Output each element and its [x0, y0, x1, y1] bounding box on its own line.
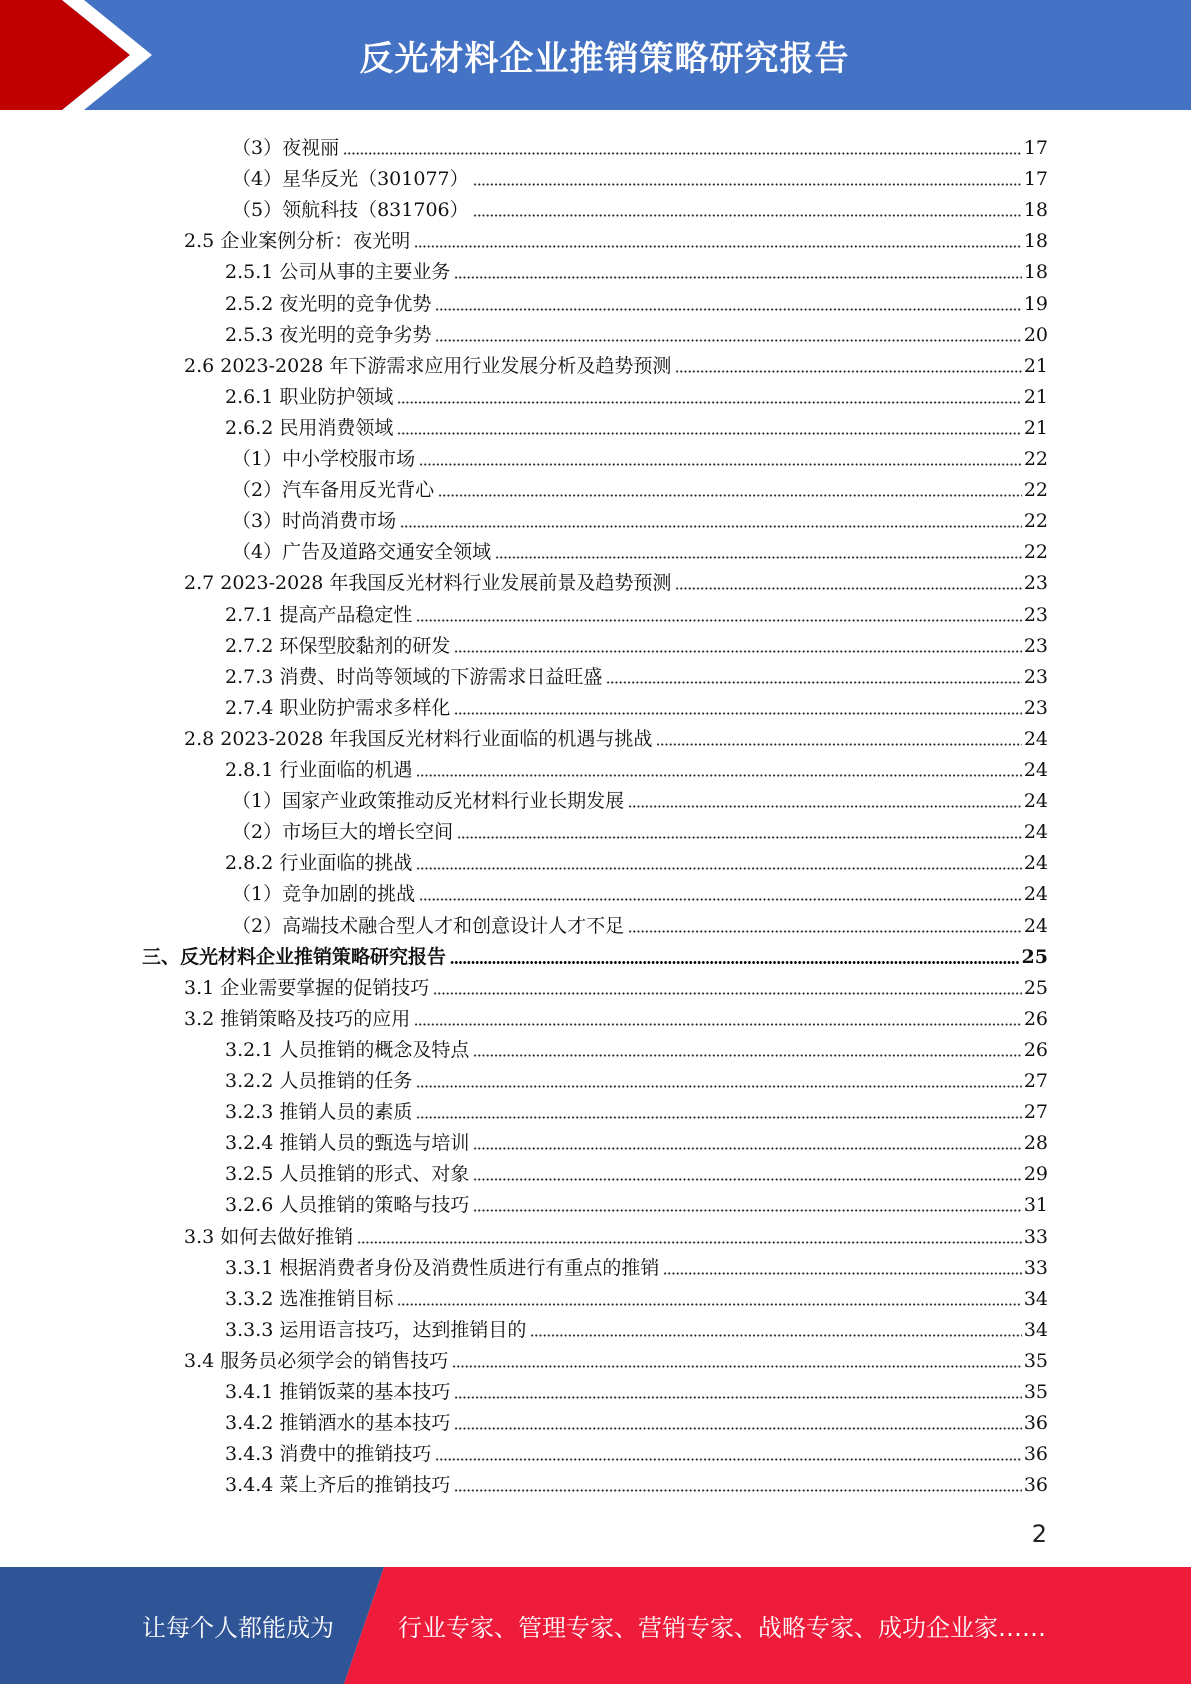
toc-entry-page: 36	[1023, 1474, 1048, 1497]
toc-dot-leader	[343, 152, 1022, 155]
toc-entry[interactable]	[142, 937, 1048, 968]
toc-entry-title: （2）高端技术融合型人才和创意设计人才不足	[232, 914, 625, 937]
toc-entry-page: 25	[1023, 976, 1048, 999]
toc-entry-page: 22	[1023, 479, 1048, 502]
toc-entry-page: 36	[1023, 1412, 1048, 1435]
toc-entry[interactable]	[225, 1248, 1048, 1279]
toc-entry-title: 3.1 企业需要掌握的促销技巧	[184, 976, 430, 999]
toc-dot-leader	[473, 214, 1022, 217]
toc-entry-page: 26	[1023, 1038, 1048, 1061]
footer-slogan-right: 行业专家、管理专家、营销专家、战略专家、成功企业家……	[398, 1614, 1046, 1642]
toc-entry-page: 20	[1023, 323, 1048, 346]
toc-entry-page: 24	[1023, 821, 1048, 844]
toc-entry-page: 22	[1023, 448, 1048, 470]
toc-entry-title: 3.2.2 人员推销的任务	[225, 1070, 413, 1092]
toc-dot-leader	[397, 432, 1021, 435]
toc-entry-page: 24	[1023, 852, 1048, 875]
toc-entry-title: （5）领航科技（831706）	[232, 199, 469, 222]
toc-dot-leader	[473, 1054, 1021, 1057]
toc-entry-page: 23	[1023, 603, 1048, 626]
page-header	[0, 0, 1191, 110]
toc-entry[interactable]	[225, 1372, 1048, 1403]
toc-entry[interactable]	[225, 1310, 1048, 1341]
toc-entry[interactable]	[184, 346, 1048, 377]
toc-entry-page: 33	[1023, 1225, 1048, 1248]
toc-entry-page: 31	[1023, 1194, 1048, 1217]
toc-entry-title: 3.3 如何去做好推销	[184, 1225, 354, 1248]
toc-entry-page: 35	[1023, 1349, 1048, 1372]
toc-entry[interactable]	[225, 1434, 1048, 1465]
toc-dot-leader	[438, 494, 1022, 497]
toc-entry-title: 2.7.4 职业防护需求多样化	[225, 696, 451, 719]
toc-entry-page: 24	[1023, 727, 1048, 750]
toc-entry-page: 18	[1023, 199, 1048, 222]
toc-dot-leader	[473, 1209, 1021, 1212]
toc-dot-leader	[454, 712, 1021, 715]
toc-dot-leader	[606, 681, 1021, 684]
toc-entry[interactable]	[225, 626, 1048, 657]
toc-entry-title: 三、反光材料企业推销策略研究报告	[142, 945, 447, 968]
toc-entry[interactable]	[225, 688, 1048, 719]
toc-dot-leader	[416, 619, 1021, 622]
toc-entry[interactable]	[225, 1030, 1048, 1061]
toc-dot-leader	[454, 1427, 1021, 1430]
toc-dot-leader	[435, 1458, 1021, 1461]
toc-entry-title: 3.3.3 运用语言技巧，达到推销目的	[225, 1318, 527, 1341]
toc-dot-leader	[450, 961, 1020, 964]
toc-dot-leader	[473, 183, 1022, 186]
toc-dot-leader	[414, 245, 1022, 248]
toc-entry[interactable]	[225, 1061, 1048, 1092]
toc-dot-leader	[530, 1334, 1021, 1337]
toc-dot-leader	[663, 1272, 1021, 1275]
toc-dot-leader	[454, 650, 1021, 653]
toc-entry-page: 25	[1021, 945, 1048, 968]
toc-entry[interactable]	[232, 501, 1048, 532]
toc-entry-title: 3.3.2 选准推销目标	[225, 1287, 394, 1310]
toc-entry[interactable]	[225, 657, 1048, 688]
toc-entry-title: 2.7.1 提高产品稳定性	[225, 603, 413, 626]
toc-dot-leader	[495, 556, 1022, 559]
footer-slogan-left: 让每个人都能成为	[142, 1614, 334, 1642]
toc-entry-page: 27	[1023, 1070, 1048, 1092]
toc-entry[interactable]	[232, 906, 1048, 937]
toc-entry-page: 35	[1023, 1381, 1048, 1403]
toc-dot-leader	[628, 805, 1022, 808]
toc-entry-page: 23	[1023, 696, 1048, 719]
toc-entry-title: （1）国家产业政策推动反光材料行业长期发展	[232, 790, 625, 813]
toc-dot-leader	[419, 463, 1022, 466]
toc-entry[interactable]	[225, 252, 1048, 283]
toc-entry-page: 24	[1023, 759, 1048, 781]
toc-entry-page: 23	[1023, 665, 1048, 688]
toc-entry-title: （3）夜视丽	[232, 137, 340, 159]
toc-entry-title: 3.2.6 人员推销的策略与技巧	[225, 1194, 470, 1217]
toc-dot-leader	[656, 743, 1021, 746]
toc-dot-leader	[675, 587, 1021, 590]
toc-entry-title: 3.2.4 推销人员的甄选与培训	[225, 1132, 470, 1155]
toc-entry[interactable]	[232, 439, 1048, 470]
toc-entry[interactable]	[225, 1092, 1048, 1123]
toc-entry[interactable]	[225, 843, 1048, 874]
toc-entry[interactable]	[184, 1217, 1048, 1248]
toc-entry-page: 17	[1023, 168, 1048, 191]
toc-entry-title: 2.5 企业案例分析：夜光明	[184, 230, 411, 253]
toc-entry-page: 21	[1023, 385, 1048, 408]
toc-entry-page: 17	[1023, 137, 1048, 159]
page-footer	[0, 1567, 1191, 1684]
toc-entry-page: 29	[1023, 1163, 1048, 1186]
toc-dot-leader	[397, 1303, 1021, 1306]
toc-dot-leader	[433, 992, 1022, 995]
toc-entry-page: 24	[1023, 790, 1048, 813]
page-number: 2	[1031, 1520, 1047, 1548]
toc-entry[interactable]	[184, 1341, 1048, 1372]
toc-entry-title: 2.6 2023-2028 年下游需求应用行业发展分析及趋势预测	[184, 354, 672, 377]
toc-dot-leader	[452, 1365, 1022, 1368]
toc-entry-title: 3.4.3 消费中的推销技巧	[225, 1443, 432, 1466]
toc-entry[interactable]	[225, 595, 1048, 626]
toc-dot-leader	[628, 930, 1022, 933]
toc-entry-title: 2.8.1 行业面临的机遇	[225, 759, 413, 781]
toc-entry-page: 36	[1023, 1443, 1048, 1466]
toc-entry-title: （1）中小学校服市场	[232, 448, 416, 470]
toc-entry-page: 21	[1023, 354, 1048, 377]
toc-entry-title: 2.5.1 公司从事的主要业务	[225, 261, 451, 284]
toc-entry-page: 19	[1023, 292, 1048, 315]
toc-entry[interactable]	[184, 719, 1048, 750]
toc-dot-leader	[400, 525, 1022, 528]
toc-dot-leader	[419, 898, 1022, 901]
toc-dot-leader	[414, 1023, 1022, 1026]
toc-dot-leader	[454, 276, 1021, 279]
toc-dot-leader	[675, 370, 1021, 373]
toc-dot-leader	[416, 774, 1021, 777]
toc-entry-title: 2.7 2023-2028 年我国反光材料行业发展前景及趋势预测	[184, 572, 672, 595]
toc-entry-title: （2）汽车备用反光背心	[232, 479, 435, 502]
toc-entry-page: 18	[1023, 261, 1048, 284]
toc-dot-leader	[454, 1396, 1021, 1399]
toc-entry[interactable]	[232, 470, 1048, 501]
toc-dot-leader	[416, 867, 1021, 870]
toc-entry-title: （3）时尚消费市场	[232, 510, 397, 533]
toc-dot-leader	[435, 339, 1021, 342]
toc-entry[interactable]	[225, 1465, 1048, 1496]
toc-entry[interactable]	[225, 377, 1048, 408]
toc-entry[interactable]	[225, 315, 1048, 346]
toc-entry[interactable]	[184, 563, 1048, 594]
toc-entry-title: 3.2 推销策略及技巧的应用	[184, 1007, 411, 1030]
toc-dot-leader	[457, 836, 1022, 839]
toc-dot-leader	[473, 1178, 1021, 1181]
toc-entry[interactable]	[184, 968, 1048, 999]
toc-entry-title: 2.8 2023-2028 年我国反光材料行业面临的机遇与挑战	[184, 727, 653, 750]
toc-entry-title: （4）广告及道路交通安全领域	[232, 541, 492, 564]
toc-dot-leader	[454, 1489, 1021, 1492]
toc-entry[interactable]	[225, 1279, 1048, 1310]
toc-entry[interactable]	[232, 874, 1048, 905]
toc-entry-title: 3.4 服务员必须学会的销售技巧	[184, 1349, 449, 1372]
toc-entry-title: 3.3.1 根据消费者身份及消费性质进行有重点的推销	[225, 1256, 660, 1279]
report-title: 反光材料企业推销策略研究报告	[359, 38, 850, 79]
toc-entry-page: 23	[1023, 572, 1048, 595]
toc-entry[interactable]	[232, 128, 1048, 159]
toc-entry[interactable]	[232, 812, 1048, 843]
toc-entry-page: 24	[1023, 914, 1048, 937]
toc-entry-title: 2.7.3 消费、时尚等领域的下游需求日益旺盛	[225, 665, 603, 688]
toc-entry[interactable]	[225, 1185, 1048, 1216]
toc-entry[interactable]	[225, 284, 1048, 315]
toc-entry-page: 26	[1023, 1007, 1048, 1030]
toc-entry-page: 28	[1023, 1132, 1048, 1155]
toc-entry-page: 33	[1023, 1256, 1048, 1279]
toc-entry[interactable]	[225, 1403, 1048, 1434]
toc-entry-page: 22	[1023, 541, 1048, 564]
toc-dot-leader	[473, 1147, 1021, 1150]
toc-entry-title: 3.4.2 推销酒水的基本技巧	[225, 1412, 451, 1435]
toc-entry-title: （1）竞争加剧的挑战	[232, 883, 416, 906]
toc-entry-title: 2.8.2 行业面临的挑战	[225, 852, 413, 875]
toc-dot-leader	[416, 1116, 1021, 1119]
toc-entry-page: 18	[1023, 230, 1048, 253]
toc-entry-page: 34	[1023, 1287, 1048, 1310]
toc-dot-leader	[397, 401, 1021, 404]
toc-entry-title: （4）星华反光（301077）	[232, 168, 469, 191]
toc-entry-title: 2.5.3 夜光明的竞争劣势	[225, 323, 432, 346]
toc-entry-page: 27	[1023, 1101, 1048, 1124]
toc-entry[interactable]	[225, 408, 1048, 439]
toc-dot-leader	[357, 1241, 1022, 1244]
toc-entry-title: 3.4.4 菜上齐后的推销技巧	[225, 1474, 451, 1497]
toc-entry-title: （2）市场巨大的增长空间	[232, 821, 454, 844]
toc-entry-title: 2.6.1 职业防护领域	[225, 385, 394, 408]
toc-dot-leader	[416, 1085, 1021, 1088]
toc-entry-title: 3.2.1 人员推销的概念及特点	[225, 1038, 470, 1061]
toc-entry[interactable]	[184, 221, 1048, 252]
toc-entry[interactable]	[184, 999, 1048, 1030]
toc-entry-title: 3.2.5 人员推销的形式、对象	[225, 1163, 470, 1186]
toc-entry-page: 34	[1023, 1318, 1048, 1341]
toc-entry[interactable]	[232, 781, 1048, 812]
toc-entry-page: 21	[1023, 416, 1048, 439]
toc-entry-title: 2.5.2 夜光明的竞争优势	[225, 292, 432, 315]
toc-entry-page: 22	[1023, 510, 1048, 533]
toc-entry-page: 23	[1023, 634, 1048, 657]
toc-entry-title: 2.6.2 民用消费领域	[225, 416, 394, 439]
toc-entry[interactable]	[225, 1123, 1048, 1154]
toc-entry-title: 2.7.2 环保型胶黏剂的研发	[225, 634, 451, 657]
toc-entry[interactable]	[232, 532, 1048, 563]
toc-entry-title: 3.4.1 推销饭菜的基本技巧	[225, 1381, 451, 1403]
toc-entry[interactable]	[225, 750, 1048, 781]
toc-entry-title: 3.2.3 推销人员的素质	[225, 1101, 413, 1124]
toc-entry-page: 24	[1023, 883, 1048, 906]
toc-entry[interactable]	[232, 159, 1048, 190]
toc-dot-leader	[435, 308, 1021, 311]
toc-entry[interactable]	[225, 1154, 1048, 1185]
toc-entry[interactable]	[232, 190, 1048, 221]
